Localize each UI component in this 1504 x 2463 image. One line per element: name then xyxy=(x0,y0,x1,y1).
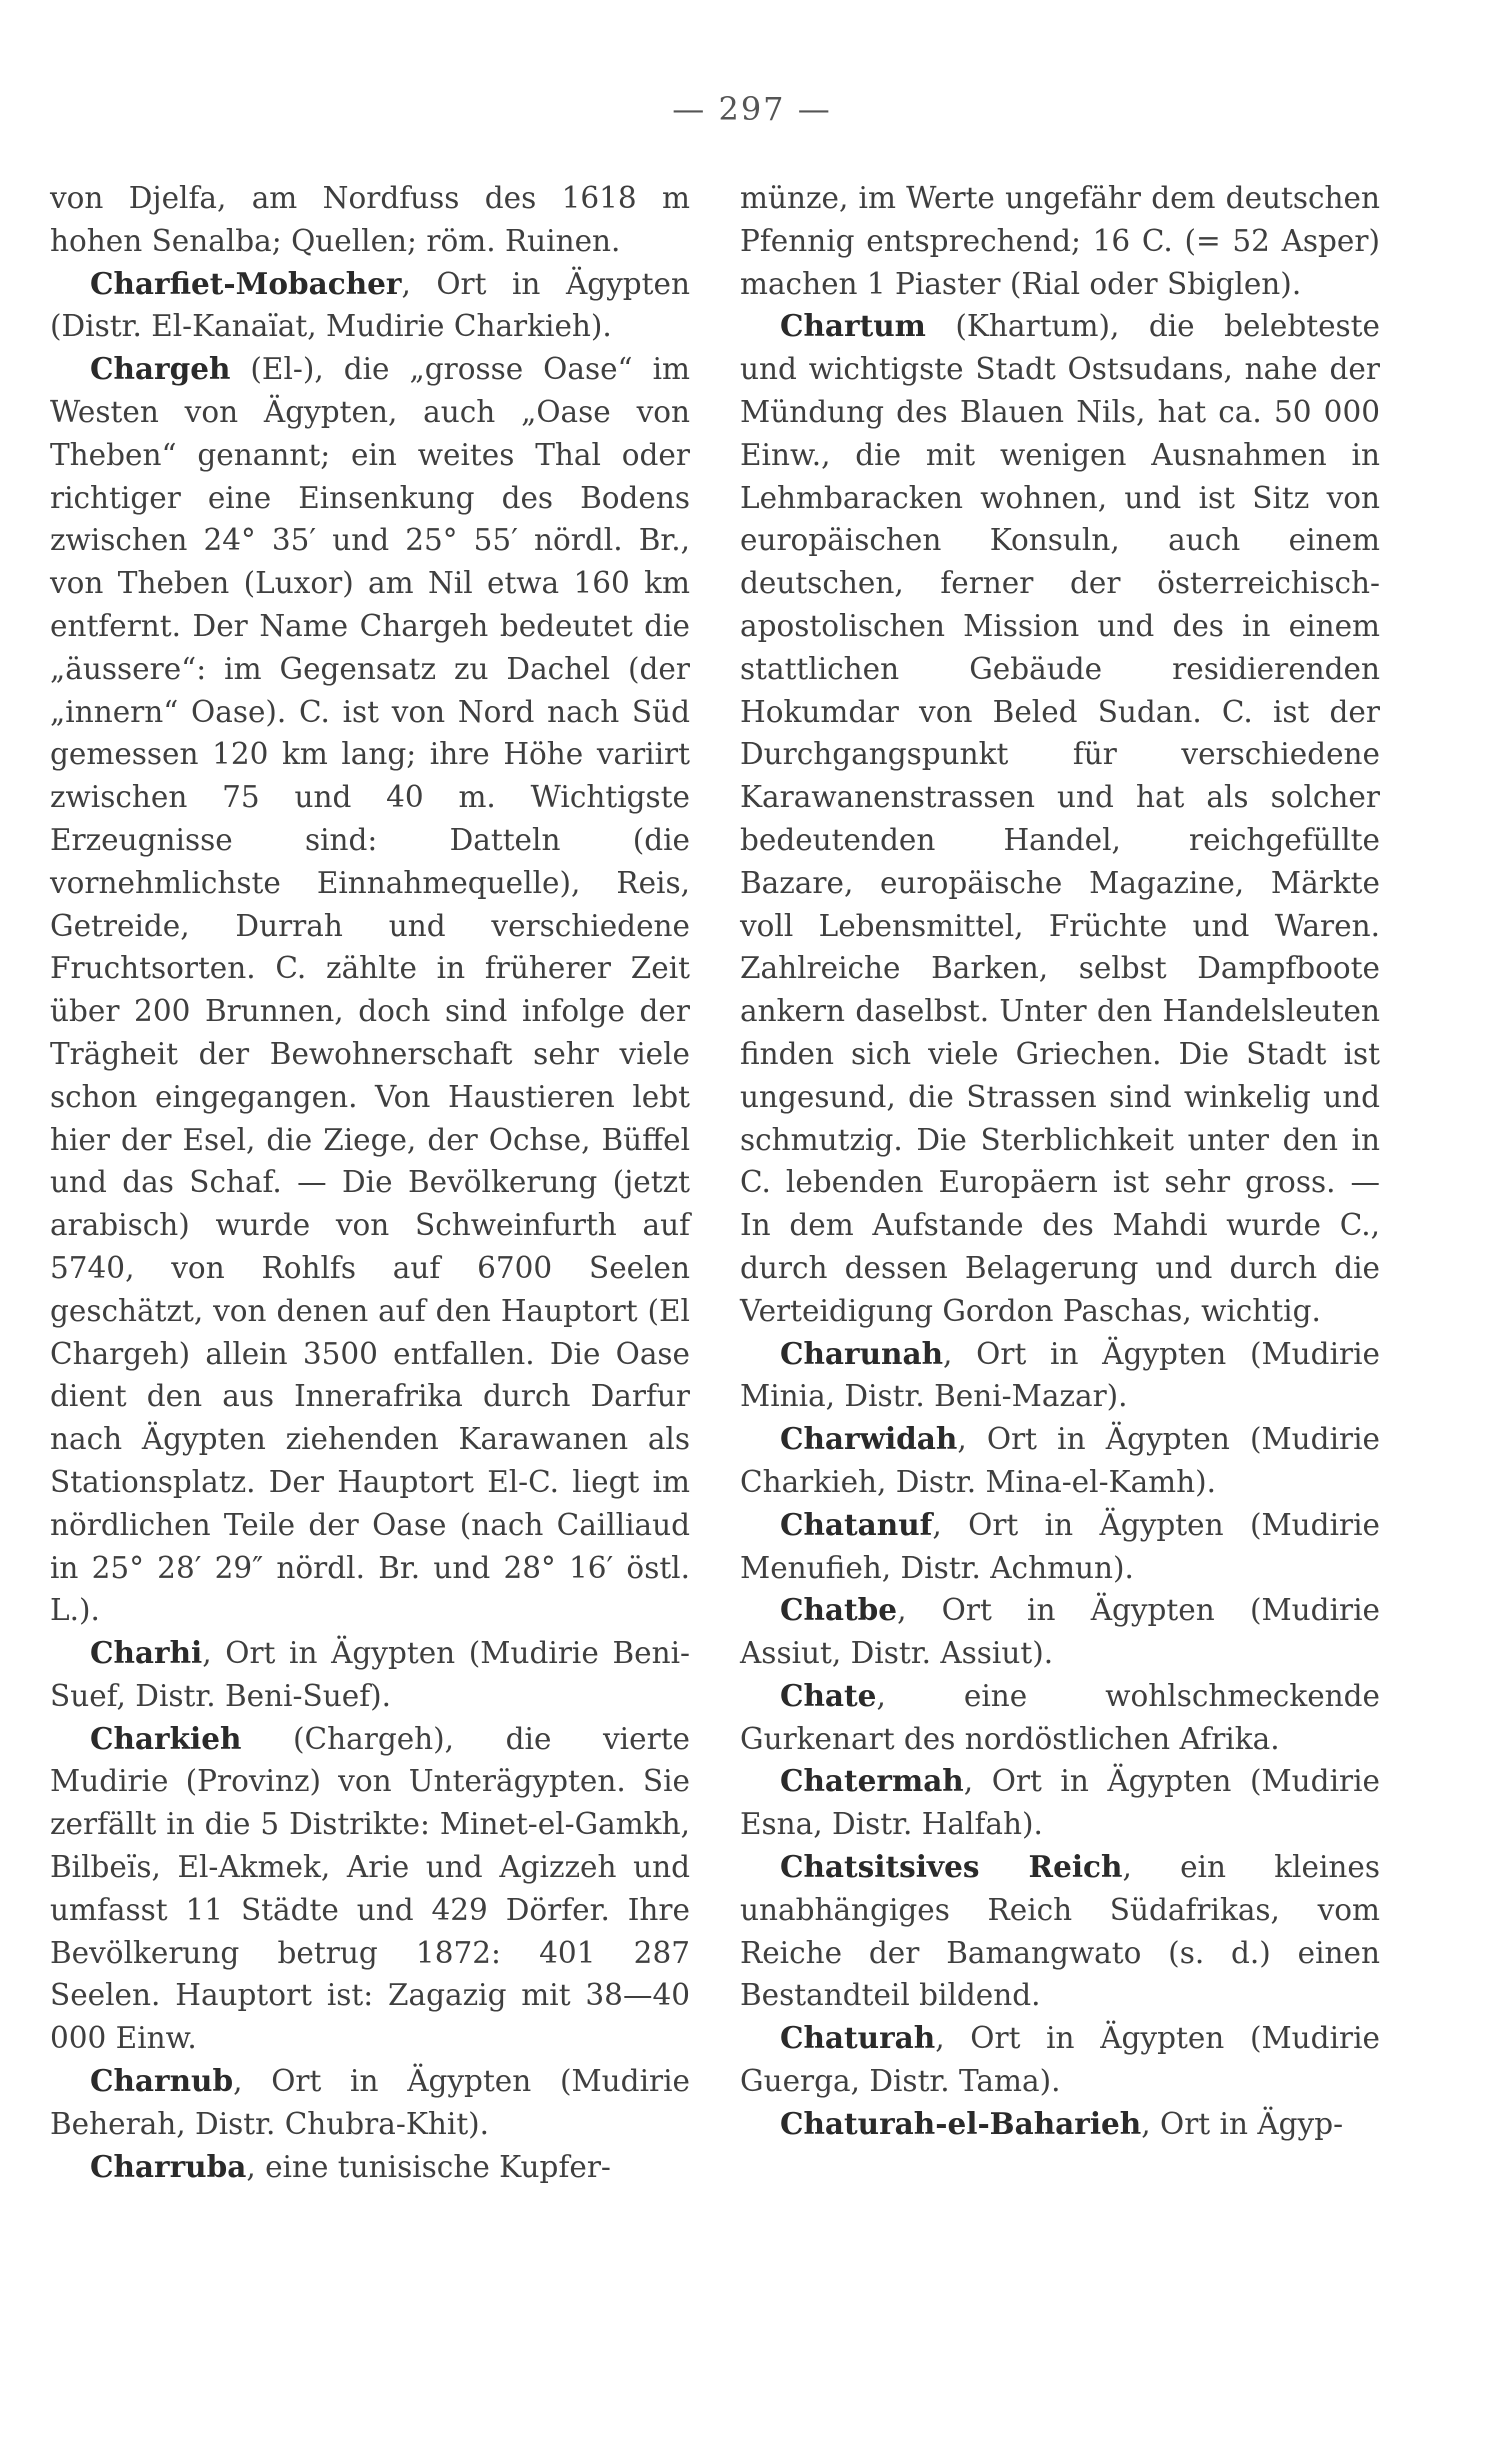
entry-charruba xyxy=(50,2146,690,2189)
headword: Charhi xyxy=(90,1635,203,1671)
entry-chatermah xyxy=(740,1760,1380,1846)
headword: Chartum xyxy=(780,308,926,344)
entry-charunah xyxy=(740,1333,1380,1419)
headword: Chatsitsives Reich xyxy=(780,1849,1123,1885)
headword: Charruba xyxy=(90,2148,247,2184)
headword: Charwidah xyxy=(780,1421,958,1457)
entry-charhi xyxy=(50,1632,690,1718)
entry-chate xyxy=(740,1675,1380,1761)
left-column xyxy=(50,177,690,2188)
headword: Charfiet-Mobacher xyxy=(90,265,402,301)
entry-chartum xyxy=(740,305,1380,1332)
entry-text: , Ort in Ägyp- xyxy=(1141,2106,1344,2141)
entry-chatsitsives-reich xyxy=(740,1846,1380,2017)
entry-text: , Ort in Ägypten (Mudirie Charkieh, Distr. Mina-el-Kamh). xyxy=(740,1422,1380,1499)
entry-text: (Chargeh), die vierte Mudirie (Provinz) von Unterägypten. Sie zerfällt in die 5 Distrikte: Minet-el-Gamkh, Bilbeïs, El-Akmek, Arie und Agizzeh und umfasst 11 Städte und 429 Dörfer. Ihre Bevölkerung betrug 1872: 401 287 Seelen. Hauptort ist: Zagazig mit 38—40 000 Einw. xyxy=(50,1721,690,2056)
entry-continuation: von Djelfa, am Nordfuss des 1618 m hohen Senalba; Quellen; röm. Ruinen. xyxy=(50,181,690,258)
headword: Chatermah xyxy=(780,1763,964,1799)
entry-text: , ein kleines unabhängiges Reich Südafrikas, vom Reiche der Bamangwato (s. d.) einen Bestandteil bildend. xyxy=(740,1850,1380,2013)
entry-text: , Ort in Ägypten (Mudirie Guerga, Distr. Tama). xyxy=(740,2021,1380,2099)
entry-charkieh xyxy=(50,1718,690,2060)
right-column xyxy=(740,177,1380,2146)
entry-chaturah-el-baharieh xyxy=(740,2103,1380,2146)
entry-text: , Ort in Ägypten (Mudirie Assiut, Distr. Assiut). xyxy=(740,1593,1380,1671)
headword: Charunah xyxy=(780,1335,944,1371)
entry-text: (El-), die „grosse Oase“ im Westen von Ägypten, auch „Oase von Theben“ genannt; ein weites Thal oder richtiger eine Einsenkung des Bodens zwischen 24° 35′ und 25° 55′ nördl. Br., von Theben (Luxor) am Nil etwa 160 km entfernt. Der Name Chargeh bedeutet die „äussere“: im Gegensatz zu Dachel (der „innern“ Oase). C. ist von Nord nach Süd gemessen 120 km lang; ihre Höhe variirt zwischen 75 und 40 m. Wichtigste Erzeugnisse sind: Datteln (die vornehmlichste Einnahmequelle), Reis, Getreide, Durrah und verschiedene Fruchtsorten. C. zählte in früherer Zeit über 200 Brunnen, doch sind infolge der Trägheit der Bewohnerschaft sehr viele schon eingegangen. Von Haustieren lebt hier der Esel, die Ziege, der Ochse, Büffel und das Schaf. — Die Bevölkerung (jetzt arabisch) wurde von Schweinfurth auf 5740, von Rohlfs auf 6700 Seelen geschätzt, von denen auf den Hauptort (El Chargeh) allein 3500 entfallen. Die Oase dient den aus Innerafrika durch Darfur nach Ägypten ziehenden Karawanen als Stationsplatz. Der Hauptort El-C. liegt im nördlichen Teile der Oase (nach Cailliaud in 25° 28′ 29″ nördl. Br. und 28° 16′ östl. L.). xyxy=(50,352,690,1628)
entry-chaturah xyxy=(740,2017,1380,2103)
headword: Chatbe xyxy=(780,1592,898,1628)
headword: Chatanuf xyxy=(780,1506,933,1542)
headword: Chaturah-el-Baharieh xyxy=(780,2105,1142,2141)
entry-text: , Ort in Ägypten (Mudirie Minia, Distr. Beni-Mazar). xyxy=(740,1336,1380,1414)
entry-text: , Ort in Ägypten (Mudirie Esna, Distr. Halfah). xyxy=(740,1764,1380,1842)
entry-text: , eine wohlschmeckende Gurkenart des nordöstlichen Afrika. xyxy=(740,1678,1380,1756)
entry-charwidah xyxy=(740,1418,1380,1504)
entry-charfiet-mobacher xyxy=(50,263,690,349)
headword: Charnub xyxy=(90,2063,234,2099)
headword: Charkieh xyxy=(90,1720,242,1756)
entry-continuation: münze, im Werte ungefähr dem deutschen Pfennig entsprechend; 16 C. (= 52 Asper) machen 1 Piaster (Rial oder Sbiglen). xyxy=(740,181,1380,301)
headword: Chaturah xyxy=(780,2020,936,2056)
entry-charnub xyxy=(50,2060,690,2146)
entry-chatbe xyxy=(740,1589,1380,1675)
entry-text: , Ort in Ägypten (Mudirie Beni-Suef, Distr. Beni-Suef). xyxy=(50,1636,690,1713)
page-number: — 297 — xyxy=(672,90,832,128)
entry-text: (Khartum), die belebteste und wichtigste Stadt Ostsudans, nahe der Mündung des Blauen Nils, hat ca. 50 000 Einw., die mit wenigen Ausnahmen in Lehmbaracken wohnen, und ist Sitz von europäischen Konsuln, auch einem deutschen, ferner der österreichisch-apostolischen Mission und des in einem stattlichen Gebäude residierenden Hokumdar von Beled Sudan. C. ist der Durchgangspunkt für verschiedene Karawanenstrassen und hat als solcher bedeutenden Handel, reichgefüllte Bazare, europäische Magazine, Märkte voll Lebensmittel, Früchte und Waren. Zahlreiche Barken, selbst Dampfboote ankern daselbst. Unter den Handelsleuten finden sich viele Griechen. Die Stadt ist ungesund, die Strassen sind winkelig und schmutzig. Die Sterblichkeit unter den in C. lebenden Europäern ist sehr gross. — In dem Aufstande des Mahdi wurde C., durch dessen Belagerung und durch die Verteidigung Gordon Paschas, wichtig. xyxy=(740,309,1380,1328)
entry-chatanuf xyxy=(740,1504,1380,1590)
entry-text: , Ort in Ägypten (Distr. El-Kanaïat, Mudirie Charkieh). xyxy=(50,266,690,344)
entry-chargeh xyxy=(50,348,690,1632)
entry-text: , Ort in Ägypten (Mudirie Menufieh, Distr. Achmun). xyxy=(740,1507,1380,1585)
entry-text: , Ort in Ägypten (Mudirie Beherah, Distr. Chubra-Khit). xyxy=(50,2064,690,2141)
headword: Chargeh xyxy=(90,351,231,387)
entry-text: , eine tunisische Kupfer- xyxy=(246,2149,611,2184)
headword: Chate xyxy=(780,1677,877,1713)
